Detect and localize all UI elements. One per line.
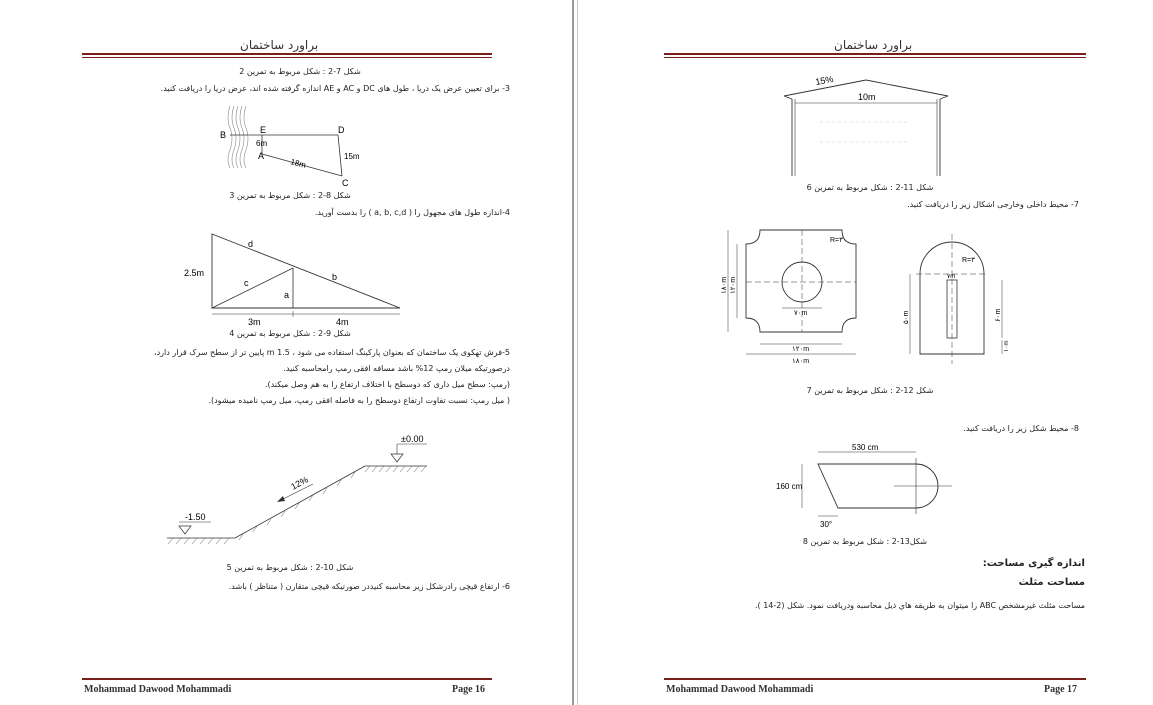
label-10m: ۱۰m <box>1004 340 1010 352</box>
footer-rule <box>82 678 492 680</box>
label-530cm: 530 cm <box>852 443 879 452</box>
level-marker-bottom <box>179 526 191 534</box>
label-160cm: 160 cm <box>776 482 803 491</box>
figure-2-11 <box>780 72 960 176</box>
eave-right <box>940 96 948 99</box>
caption-fig-2-11: شکل 11-2 : شکل مربوط به تمرین 6 <box>806 183 934 192</box>
header-rule <box>82 53 492 55</box>
label-180m-h: ۱۸۰m <box>792 358 810 365</box>
page-divider-shadow <box>577 0 578 705</box>
label-a: a <box>284 290 290 300</box>
page-divider <box>572 0 574 705</box>
exercise-7-text: 7- محیط داخلی وخارجی اشکال زیر را دریافت کنید. <box>907 200 1079 209</box>
label-15m: 15m <box>344 152 360 161</box>
footer-author: Mohammad Dawood Mohammadi <box>666 684 814 695</box>
header-title: براورد ساختمان <box>240 38 319 52</box>
label-level-bottom: -1.50 <box>185 512 206 522</box>
label-70m: ۷۰m <box>794 310 808 317</box>
header-rule <box>664 53 1086 55</box>
slope-arrowhead <box>277 496 285 502</box>
label-30deg: 30° <box>820 520 833 529</box>
level-marker-top <box>391 454 403 462</box>
heading-triangle-area: مساحت مثلث <box>1018 577 1085 588</box>
label-r30: R=۳۰ <box>830 237 847 244</box>
caption-fig-2-12: شکل 12-2 : شکل مربوط به تمرین 7 <box>806 386 934 395</box>
page-16 <box>0 0 572 705</box>
footer-page-number: Page 17 <box>1044 684 1078 695</box>
exercise-4-text: 4-اندازه طول های مجهول را ( a, b, c,d ) را بدست آورید. <box>314 208 510 217</box>
label-60m: ۶۰m <box>995 308 1002 322</box>
caption-fig-2-7: شکل 7-2 : شکل مربوط به تمرین 2 <box>239 67 361 76</box>
label-slope: 15% <box>814 73 835 87</box>
caption-fig-2-13: شکل13-2 : شکل مربوط به تمرین 8 <box>802 537 928 546</box>
label-3m: 3m <box>248 317 261 327</box>
figure-2-13 <box>776 440 976 532</box>
label-a: A <box>258 151 265 161</box>
label-level-top: ±0.00 <box>401 434 424 444</box>
label-c: c <box>244 278 249 288</box>
header-rule-thin <box>664 57 1086 58</box>
caption-fig-2-9: شکل 9-2 : شکل مربوط به تمرین 4 <box>229 329 351 338</box>
footer-author: Mohammad Dawood Mohammadi <box>84 684 232 695</box>
footer-rule <box>664 678 1086 680</box>
label-18m: 18m <box>289 157 307 170</box>
exercise-5-line-3: (رمپ: سطح میل داری که دوسطح با اختلاف ارتفاع را به هم وصل میکند). <box>264 380 510 389</box>
label-e: E <box>260 125 267 135</box>
line-d-c <box>338 135 342 176</box>
river-bank-hatch <box>228 106 248 168</box>
label-b: b <box>332 272 338 282</box>
label-d: d <box>248 239 254 249</box>
label-c: C <box>342 178 349 188</box>
caption-fig-2-10: شکل 10-2 : شکل مربوط به تمرین 5 <box>226 563 354 572</box>
label-50m: ۵۰m <box>903 310 910 324</box>
exercise-3-text: 3- برای تعیین عرض یک دریا ، طول های DC و AC و AE اندازه گرفته شده اند، عرض دریا را دریافت کنید. <box>160 84 510 93</box>
exercise-5-line-1: 5-فرش تهکوی یک ساختمان که بعنوان پارکینگ استفاده می شود ، 1.5 m پایین تر از سطح سرک قرار دارد، <box>154 348 510 357</box>
triangle-outline <box>212 234 400 308</box>
figure-2-10 <box>165 432 440 552</box>
figure-2-12 <box>720 224 1030 376</box>
label-span: 10m <box>858 92 876 102</box>
label-2-5m: 2.5m <box>184 268 205 278</box>
header-title: براورد ساختمان <box>834 38 913 52</box>
exercise-5-line-4: ( میل رمپ: نسبت تفاوت ارتفاع دوسطح را به فاصله افقی رمپ، میل رمپ نامیده میشود). <box>208 396 510 405</box>
paragraph-triangle-area: مساحت مثلث غیرمشخص ABC را میتوان به طریقه هاي ذيل محاسبه ودريافت نمود. شکل (2-14 ). <box>754 601 1085 610</box>
label-d: D <box>338 125 345 135</box>
interior-dashes <box>820 122 910 142</box>
label-7m: ۷m <box>947 274 956 280</box>
label-r3: R=۳ <box>962 257 975 264</box>
footer-page-number: Page 16 <box>452 684 486 695</box>
exercise-8-text: 8- محیط شکل زیر را دریافت کنید. <box>963 424 1079 433</box>
figure-2-9 <box>180 230 420 327</box>
eave-left <box>784 96 792 99</box>
label-4m: 4m <box>336 317 349 327</box>
label-b: B <box>220 130 227 140</box>
label-180m-v: ۱۸۰m <box>721 276 728 294</box>
label-slope: 12% <box>289 474 310 492</box>
exercise-5-line-2: درصورتیکه میلان رمپ 12% باشد مسافه افقی رمپ رامحاسبه کنید. <box>283 364 510 373</box>
exercise-6-text: 6- ارتفاع قیچی رادرشکل زیر محاسبه کنیددر صورتیکه قیچی متقارن ( متناظر ) باشد. <box>228 582 510 591</box>
heading-area-measurement: اندازه گیری مساحت: <box>982 558 1085 569</box>
figure-2-8 <box>210 98 380 188</box>
label-120m-v: ۱۲۰m <box>730 276 737 294</box>
roof-right <box>866 80 948 96</box>
caption-fig-2-8: شکل 8-2 : شکل مربوط به تمرین 3 <box>229 191 351 200</box>
header-rule-thin <box>82 57 492 58</box>
label-120m-h: ۱۲۰m <box>792 346 810 353</box>
label-6m: 6m <box>256 139 268 148</box>
line-c <box>212 268 293 308</box>
page-17 <box>580 0 1153 705</box>
